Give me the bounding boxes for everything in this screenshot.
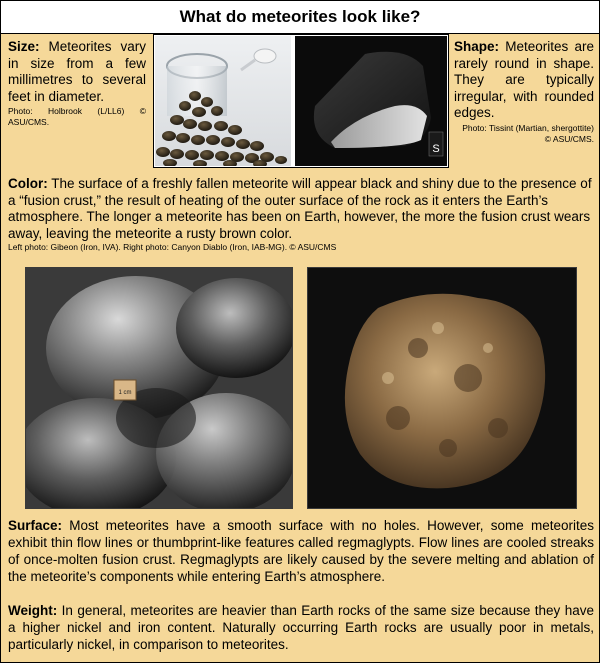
color-label: Color:	[8, 176, 48, 191]
color-photo-credit: Left photo: Gibeon (Iron, IVA). Right photo: Canyon Diablo (Iron, IAB-MG). © ASU/CMS	[8, 242, 337, 252]
shape-label: Shape:	[454, 39, 500, 54]
canyon-diablo-meteorite-photo	[307, 267, 577, 509]
top-photo-frame	[153, 34, 449, 168]
holbrook-meteorites-photo	[155, 36, 291, 166]
size-section	[8, 39, 146, 128]
color-section	[8, 176, 594, 253]
color-text: The surface of a freshly fallen meteorite will appear black and shiny due to the presence of a “fusion crust,” the result of heating of the outer surface of the rock as it enters the Earth’s atmosphere. The longer a meteorite has been on Earth, however, the more the fusion crust wears away, leaving the meteorite a rusty brown color.	[8, 176, 592, 241]
scale-cube-label: 1 cm	[118, 390, 132, 396]
scale-mark: S	[432, 143, 440, 155]
page-title	[1, 1, 599, 34]
weight-text: In general, meteorites are heavier than Earth rocks of the same size because they have a higher nickel and iron content. Naturally occurring Earth rocks are usually poor in metals, particularly nickel, in comparison to meteorites.	[8, 603, 594, 652]
size-photo-credit: Photo: Holbrook (L/LL6) © ASU/CMS.	[8, 106, 146, 127]
surface-text: Most meteorites have a smooth surface with no holes. However, some meteorites exhibit thin flow lines or thumbprint-like features called regmaglypts. Flow lines are cooled streaks of once-molten fusion crust. Regmaglypts are likely caused by the severe melting and ablation of the meteorite’s components while entering Earth’s atmosphere.	[8, 518, 594, 584]
weight-section	[8, 602, 594, 653]
size-text: Meteorites vary in size from a few millimetres to several feet in diameter.	[8, 39, 146, 104]
weight-label: Weight:	[8, 603, 58, 618]
surface-label: Surface:	[8, 518, 63, 533]
page-title-text: What do meteorites look like?	[179, 7, 421, 26]
surface-section	[8, 517, 594, 585]
shape-text: Meteorites are rarely round in shape. They are typically irregular, with rounded edges.	[454, 39, 594, 120]
shape-photo-credit: Photo: Tissint (Martian, shergottite) © ASU/CMS.	[462, 122, 594, 144]
gibeon-meteorite-photo	[25, 267, 293, 509]
size-label: Size:	[8, 39, 40, 54]
tissint-meteorite-photo	[295, 36, 447, 166]
shape-section	[454, 39, 594, 145]
